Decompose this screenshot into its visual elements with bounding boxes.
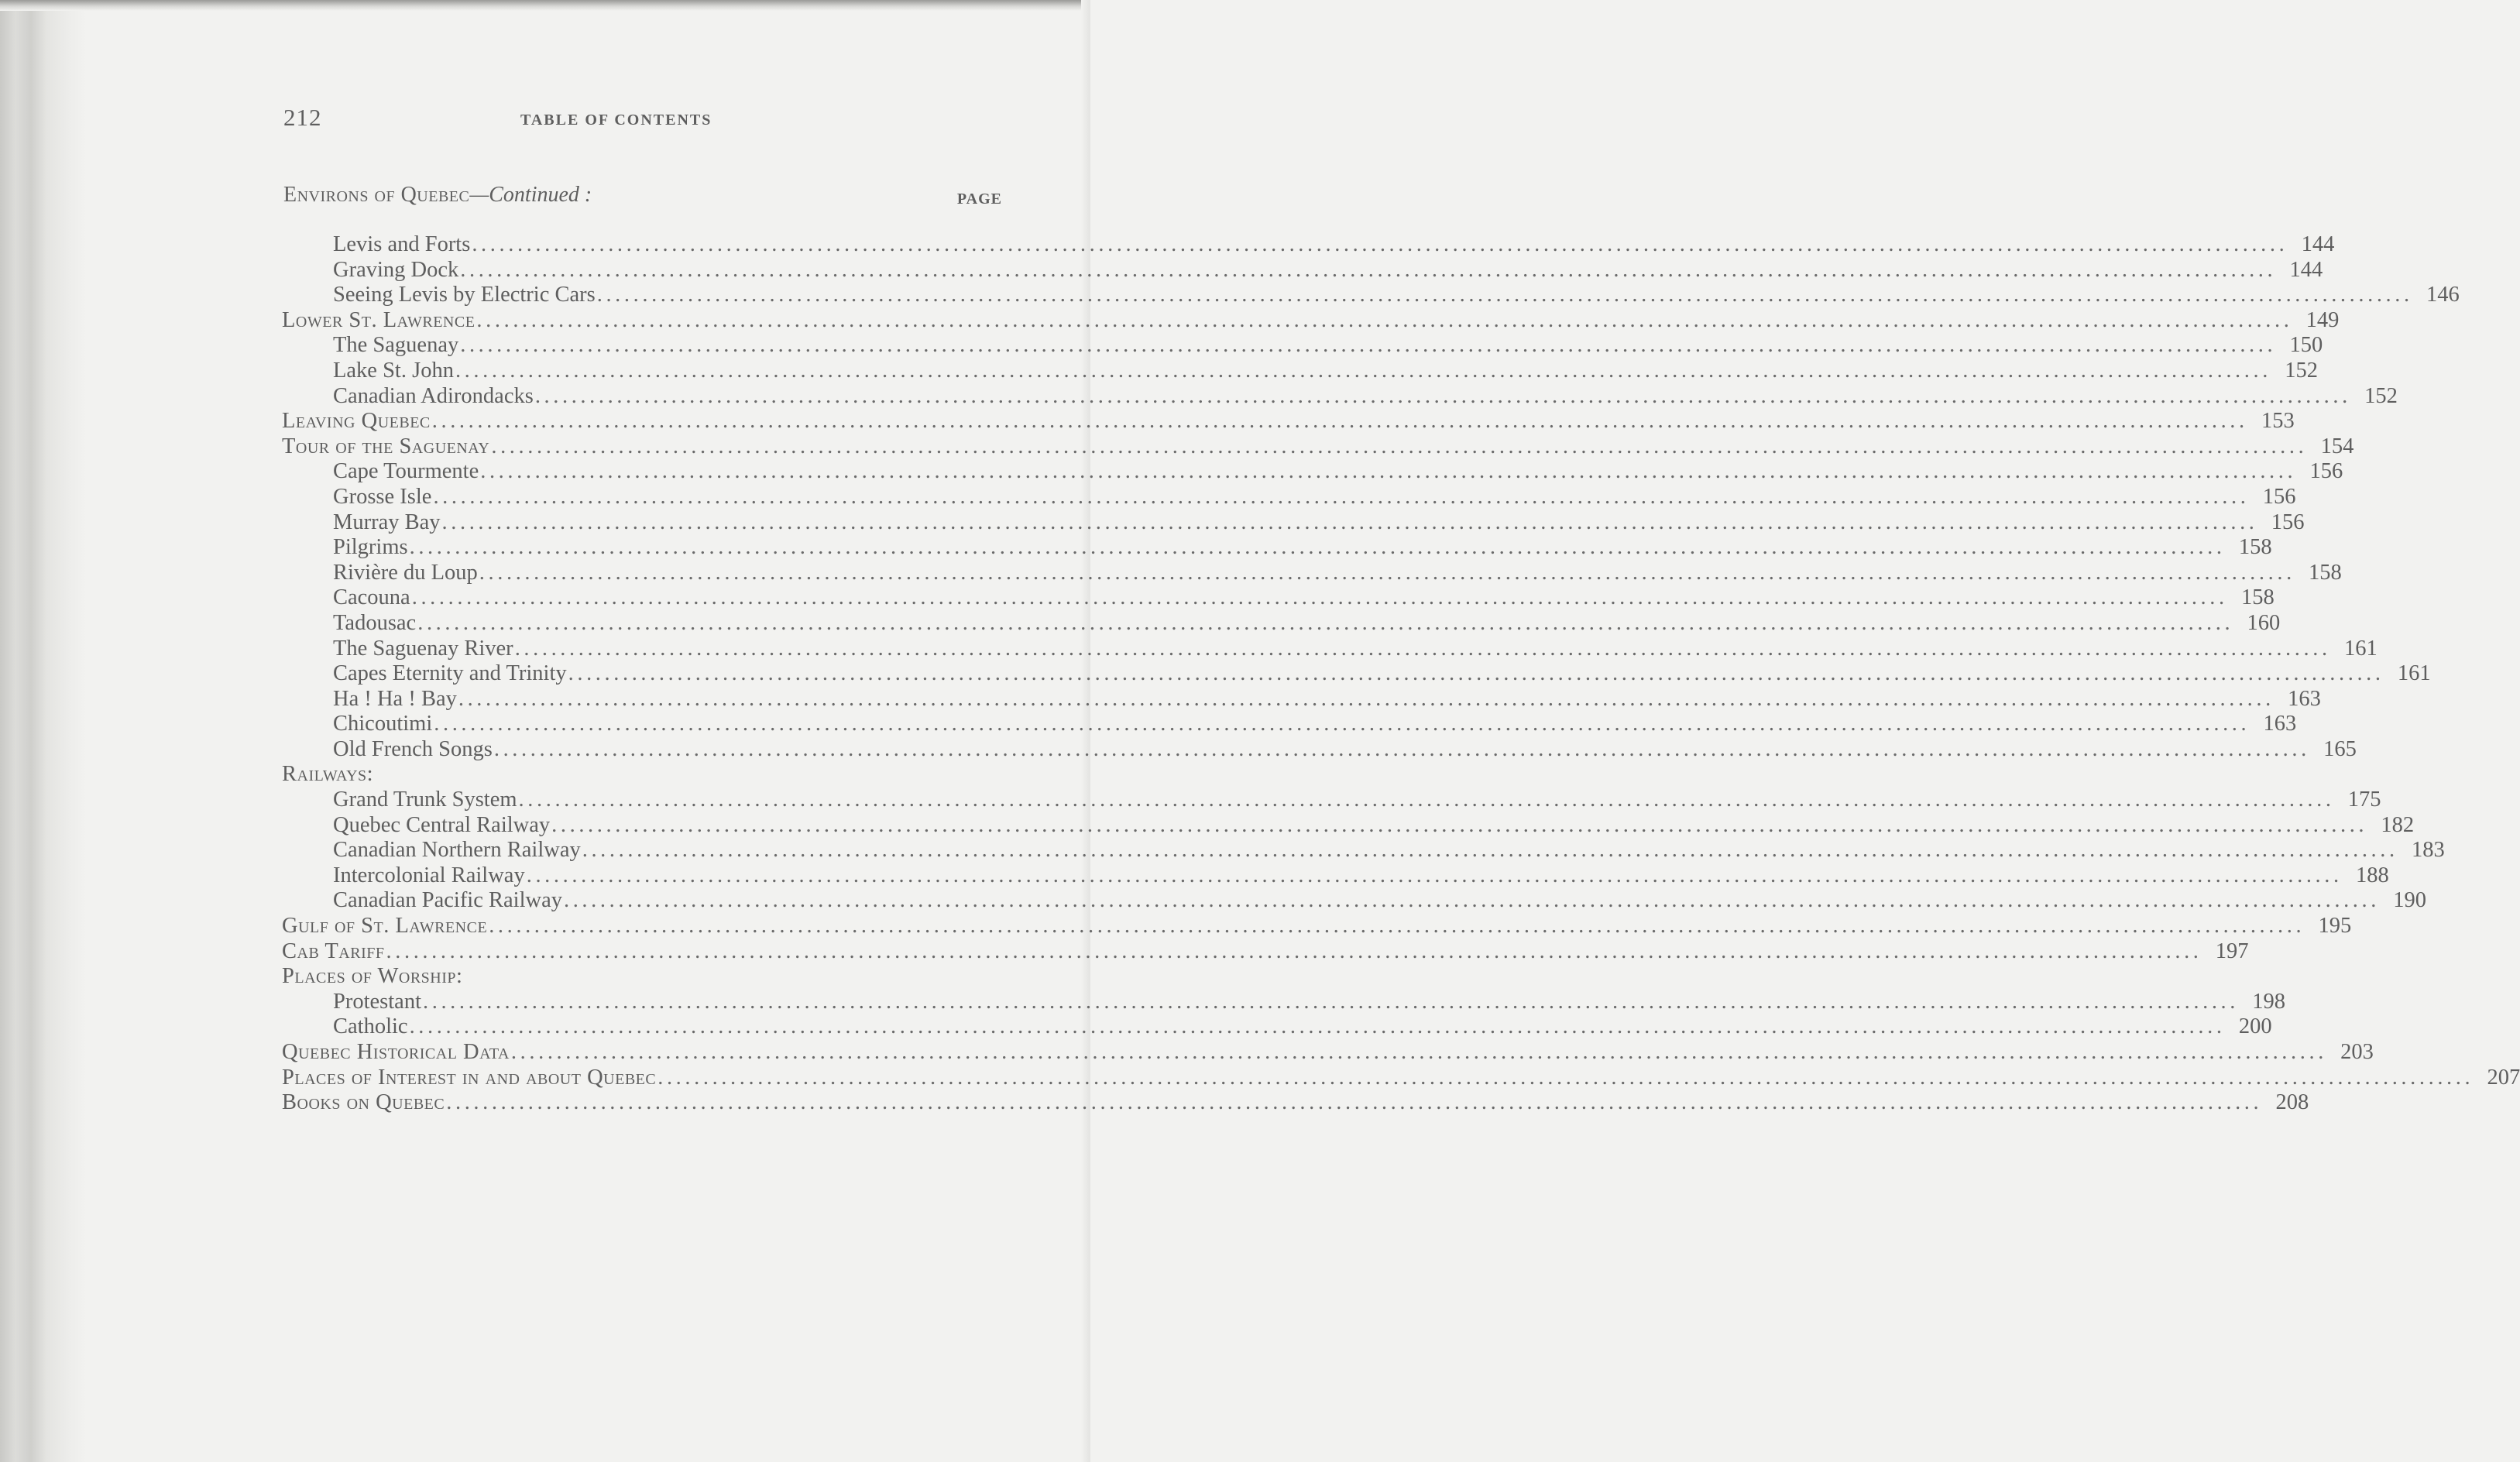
toc-leader-dots: ........................................................................................................................................................................................................ [423, 989, 2239, 1014]
toc-leader-dots: ........................................................................................................................................................................................................ [479, 560, 2295, 585]
toc-leader-dots: ........................................................................................................................................................................................................ [409, 1014, 2226, 1039]
toc-entry [282, 510, 2305, 536]
toc-entry [282, 535, 2272, 561]
toc-entry-title: Intercolonial Railway [333, 863, 525, 887]
toc-entry-title: Cape Tourmente [333, 459, 479, 484]
toc-leader-dots: ........................................................................................................................................................................................................ [433, 484, 2250, 509]
toc-entry [282, 1065, 2520, 1091]
toc-entry [282, 358, 2318, 384]
toc-entry [282, 560, 2342, 586]
toc-entry [282, 863, 2389, 889]
toc-entry-title: The Saguenay [333, 333, 459, 358]
toc-leader-dots: ........................................................................................................................................................................................................ [526, 863, 2343, 887]
toc-entry-page: 198 [2252, 989, 2285, 1014]
page-number: 212 [283, 104, 322, 131]
toc-entry [282, 434, 2354, 460]
toc-entry-page: 203 [2340, 1040, 2374, 1064]
toc-entry-page: 152 [2285, 358, 2318, 383]
toc-entry-title: Grand Trunk System [333, 788, 517, 812]
toc-entry-title: Capes Eternity and Trinity [333, 661, 567, 686]
toc-entry-page: 208 [2275, 1090, 2309, 1115]
toc-entry [282, 333, 2323, 359]
toc-entry-page: 158 [2309, 560, 2342, 585]
toc-entry [282, 914, 2352, 939]
toc-entry [282, 964, 1004, 990]
toc-entry-title: Quebec Historical Data [282, 1040, 510, 1064]
toc-entry [282, 762, 1004, 788]
toc-entry-page: 161 [2343, 636, 2378, 661]
toc-entry [282, 585, 2275, 611]
toc-entry-title: Protestant [333, 989, 421, 1014]
toc-entry-title: Places of Interest in and about Quebec [282, 1065, 657, 1090]
toc-entry-title: Tour of the Saguenay [282, 434, 490, 458]
toc-entry-title: Lower St. Lawrence [282, 307, 476, 332]
toc-entry [282, 636, 2378, 662]
section-header [283, 183, 1002, 208]
toc-entry-page: 183 [2411, 838, 2445, 863]
toc-entry-page: 190 [2393, 888, 2426, 913]
toc-leader-dots: ........................................................................................................................................................................................................ [493, 736, 2310, 761]
toc-entry-title: Gulf of St. Lawrence [282, 914, 488, 939]
toc-entry [282, 283, 2460, 308]
toc-leader-dots: ........................................................................................................................................................................................................ [476, 307, 2293, 332]
toc-entry [282, 232, 2335, 258]
toc-entry-page: 163 [2263, 712, 2297, 736]
toc-leader-dots: ........................................................................................................................................................................................................ [446, 1090, 2263, 1115]
toc-entry [282, 409, 2295, 434]
toc-entry [282, 888, 2426, 914]
toc-leader-dots: ........................................................................................................................................................................................................ [568, 661, 2384, 686]
toc-entry-page: 207 [2487, 1065, 2520, 1090]
toc-entry [282, 459, 2343, 485]
toc-entry-title: Books on Quebec [282, 1090, 445, 1115]
toc-leader-dots: ........................................................................................................................................................................................................ [431, 409, 2248, 434]
toc-entry-title: Canadian Adirondacks [333, 383, 534, 408]
toc-entry [282, 484, 2296, 510]
toc-entry-page: 144 [2289, 257, 2323, 282]
toc-leader-dots: ........................................................................................................................................................................................................ [491, 434, 2308, 458]
toc-entry-title: Cab Tariff [282, 939, 385, 963]
toc-leader-dots: ........................................................................................................................................................................................................ [409, 535, 2226, 560]
toc-leader-dots: ........................................................................................................................................................................................................ [518, 788, 2335, 812]
toc-leader-dots: ........................................................................................................................................................................................................ [417, 610, 2234, 635]
toc-entry [282, 1040, 2374, 1066]
toc-entry [282, 307, 2340, 334]
toc-entry-page: 150 [2289, 333, 2323, 358]
toc-entry-page: 153 [2261, 409, 2295, 434]
toc-entry-page: 197 [2215, 939, 2249, 963]
toc-entry-page: 175 [2347, 788, 2381, 812]
toc-entry-title: Levis and Forts [333, 232, 471, 256]
toc-leader-dots: ........................................................................................................................................................................................................ [472, 232, 2288, 256]
toc-entry [282, 383, 2398, 410]
toc-entry-title: Grosse Isle [333, 484, 432, 509]
toc-entry-title: Murray Bay [333, 510, 441, 534]
toc-entry-page: 144 [2301, 232, 2335, 256]
toc-leader-dots: ........................................................................................................................................................................................................ [510, 1040, 2327, 1064]
toc-entry [282, 610, 2281, 637]
toc-leader-dots: ........................................................................................................................................................................................................ [441, 510, 2258, 534]
toc-entry-title: Railways: [282, 762, 374, 787]
toc-leader-dots: ........................................................................................................................................................................................................ [460, 333, 2277, 358]
toc-leader-dots: ........................................................................................................................................................................................................ [582, 838, 2398, 863]
toc-entry-page: 195 [2318, 914, 2352, 939]
section-continued: —Continued : [469, 183, 592, 207]
toc-entry-page: 182 [2381, 812, 2415, 837]
running-head: TABLE OF CONTENTS [520, 112, 712, 129]
toc-entry-title: Catholic [333, 1014, 408, 1039]
toc-entry-title: Leaving Quebec [282, 409, 431, 434]
toc-entry-page: 152 [2364, 383, 2398, 408]
toc-entry-title: Graving Dock [333, 257, 459, 282]
toc-entry [282, 812, 2415, 839]
toc-entry [282, 686, 2321, 712]
toc-leader-dots: ........................................................................................................................................................................................................ [434, 712, 2250, 736]
toc-entry [282, 661, 2431, 687]
toc-entry-title: Pilgrims [333, 535, 408, 560]
toc-entry [282, 257, 2323, 283]
toc-leader-dots: ........................................................................................................................................................................................................ [514, 636, 2331, 661]
toc-leader-dots: ........................................................................................................................................................................................................ [596, 283, 2413, 307]
toc-leader-dots: ........................................................................................................................................................................................................ [489, 914, 2305, 939]
toc-entry-page: 165 [2323, 736, 2357, 761]
toc-entry-page: 149 [2305, 307, 2340, 332]
toc-leader-dots: ........................................................................................................................................................................................................ [534, 383, 2351, 408]
toc-leader-dots: ........................................................................................................................................................................................................ [551, 812, 2368, 837]
toc-leader-dots: ........................................................................................................................................................................................................ [460, 257, 2277, 282]
toc-entry-title: Lake St. John [333, 358, 454, 383]
toc-entry-title: Tadousac [333, 610, 417, 635]
toc-entry-page: 161 [2397, 661, 2431, 686]
toc-entry [282, 838, 2445, 863]
toc-entry-page: 156 [2271, 510, 2305, 534]
toc-entry-title: Old French Songs [333, 736, 493, 761]
toc-entry [282, 788, 2381, 813]
toc-entry [282, 1014, 2272, 1040]
toc-entry [282, 736, 2357, 763]
toc-entry-page: 156 [2262, 484, 2296, 509]
page-column-label: PAGE [956, 190, 1002, 208]
toc-leader-dots: ........................................................................................................................................................................................................ [480, 459, 2297, 484]
toc-entry-title: Ha ! Ha ! Bay [333, 686, 457, 711]
toc-leader-dots: ........................................................................................................................................................................................................ [563, 888, 2380, 913]
toc-list [282, 232, 2520, 1116]
toc-entry-page: 156 [2309, 459, 2343, 484]
toc-entry-title: Places of Worship: [282, 964, 463, 989]
toc-entry [282, 1090, 2309, 1116]
toc-entry-title: Seeing Levis by Electric Cars [333, 283, 596, 307]
toc-entry-title: The Saguenay River [333, 636, 513, 661]
toc-entry-title: Cacouna [333, 585, 410, 610]
section-title: Environs of Quebec [283, 183, 470, 207]
toc-leader-dots: ........................................................................................................................................................................................................ [386, 939, 2202, 963]
toc-entry-page: 160 [2247, 610, 2281, 635]
toc-entry-page: 163 [2288, 686, 2321, 711]
toc-entry-title: Quebec Central Railway [333, 812, 551, 837]
toc-entry [282, 939, 2249, 965]
toc-entry [282, 989, 2285, 1015]
toc-leader-dots: ........................................................................................................................................................................................................ [657, 1065, 2474, 1090]
toc-entry-page: 158 [2240, 585, 2275, 610]
toc-leader-dots: ........................................................................................................................................................................................................ [455, 358, 2271, 383]
toc-entry-page: 158 [2238, 535, 2272, 560]
toc-entry [282, 712, 2297, 737]
toc-entry-page: 188 [2355, 863, 2389, 887]
toc-entry-page: 146 [2426, 283, 2460, 307]
toc-entry-title: Chicoutimi [333, 712, 433, 736]
toc-entry-title: Canadian Northern Railway [333, 838, 581, 863]
toc-entry-title: Canadian Pacific Railway [333, 888, 562, 913]
toc-entry-page: 200 [2238, 1014, 2272, 1039]
toc-entry-title: Rivière du Loup [333, 560, 478, 585]
toc-leader-dots: ........................................................................................................................................................................................................ [411, 585, 2228, 610]
toc-entry-page: 154 [2320, 434, 2354, 458]
toc-leader-dots: ........................................................................................................................................................................................................ [458, 686, 2275, 711]
